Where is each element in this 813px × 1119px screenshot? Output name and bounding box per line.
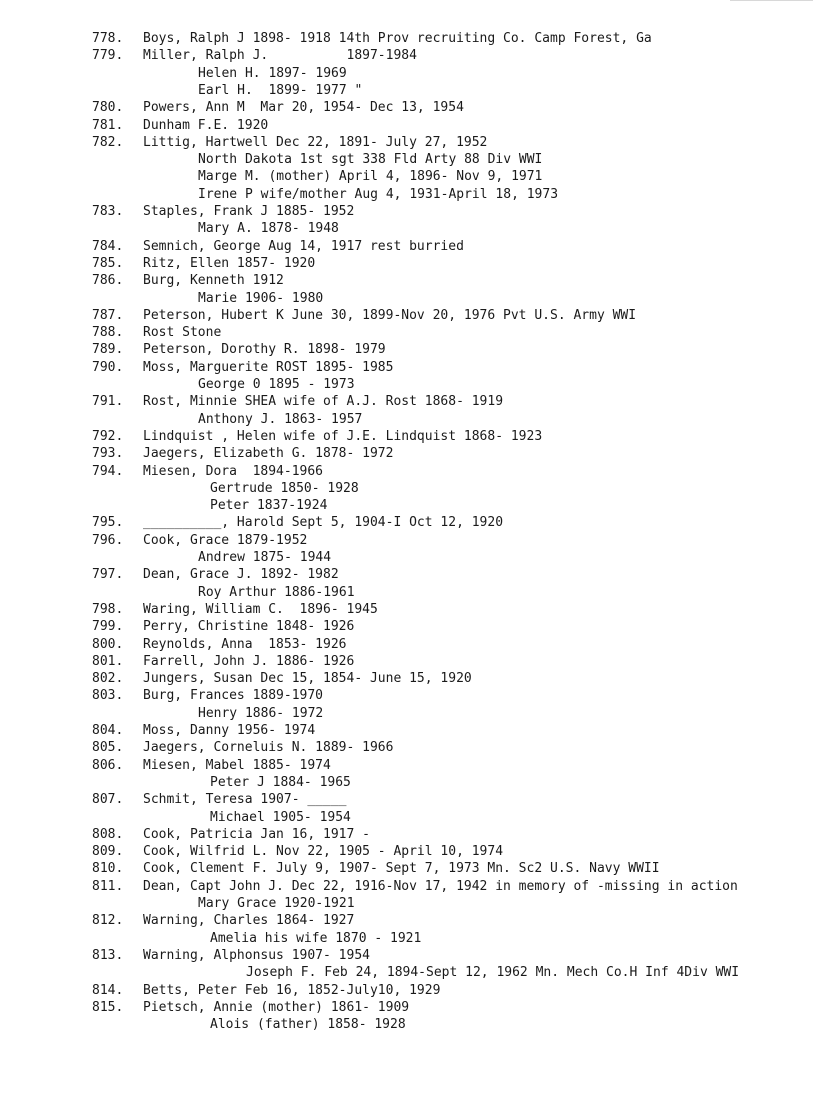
scan-edge-line [730, 0, 813, 1]
record-continuation [0, 186, 813, 203]
record-text: Burg, Frances 1889-1970 [143, 688, 324, 704]
record-entry [0, 532, 813, 549]
record-number: 811. [92, 878, 124, 894]
record-entry [0, 843, 813, 860]
record-text: Burg, Kenneth 1912 [143, 273, 284, 289]
record-text: Rost, Minnie SHEA wife of A.J. Rost 1868- 1919 [143, 394, 504, 410]
record-number: 805. [92, 740, 124, 756]
record-continuation [0, 82, 813, 99]
record-entry [0, 947, 813, 964]
record-text: Powers, Ann M Mar 20, 1954- Dec 13, 1954 [143, 100, 464, 116]
record-number: 784. [92, 238, 124, 254]
record-continuation [0, 895, 813, 912]
record-number: 799. [92, 619, 124, 635]
record-entry [0, 514, 813, 531]
record-entry [0, 324, 813, 341]
record-text: Mary Grace 1920-1921 [198, 896, 355, 911]
record-number: 808. [92, 826, 124, 842]
record-text: Farrell, John J. 1886- 1926 [143, 653, 355, 669]
record-number: 809. [92, 844, 124, 860]
record-entry [0, 307, 813, 324]
record-text: Boys, Ralph J 1898- 1918 14th Prov recruiting Co. Camp Forest, Ga [143, 31, 652, 46]
record-entry [0, 982, 813, 999]
record-entry [0, 393, 813, 410]
record-text: Semnich, George Aug 14, 1917 rest burried [143, 238, 464, 254]
record-entry [0, 636, 813, 653]
record-number: 785. [92, 255, 124, 271]
record-text: Peter J 1884- 1965 [210, 774, 351, 790]
record-entry [0, 255, 813, 272]
record-entry [0, 618, 813, 635]
record-entry [0, 238, 813, 255]
record-text: Joseph F. Feb 24, 1894-Sept 12, 1962 Mn. Mech Co.H Inf 4Div WWI [246, 965, 740, 981]
record-number: 782. [92, 134, 124, 150]
record-entry [0, 791, 813, 808]
record-number: 798. [92, 601, 124, 617]
record-continuation [0, 220, 813, 237]
record-text: Irene P wife/mother Aug 4, 1931-April 18, 1973 [198, 186, 559, 202]
record-text: Roy Arthur 1886-1961 [198, 584, 355, 600]
record-number: 779. [92, 48, 124, 64]
record-continuation [0, 705, 813, 722]
record-number: 786. [92, 273, 124, 289]
record-number: 794. [92, 463, 124, 479]
record-number: 793. [92, 446, 124, 462]
record-text: Peter 1837-1924 [210, 498, 328, 514]
record-continuation [0, 480, 813, 497]
record-number: 788. [92, 325, 124, 341]
record-entry [0, 47, 813, 64]
record-number: 806. [92, 757, 124, 773]
record-entry [0, 117, 813, 134]
record-entry [0, 757, 813, 774]
record-text: Schmit, Teresa 1907- _____ [143, 792, 347, 808]
record-text: Jaegers, Elizabeth G. 1878- 1972 [143, 446, 394, 462]
record-number: 807. [92, 792, 124, 808]
record-text: Moss, Marguerite ROST 1895- 1985 [143, 359, 394, 375]
record-entry [0, 860, 813, 877]
record-text: Dunham F.E. 1920 [143, 117, 269, 133]
record-continuation [0, 549, 813, 566]
record-continuation [0, 964, 813, 981]
record-number: 783. [92, 204, 124, 219]
record-number: 787. [92, 307, 124, 323]
record-text: Miesen, Dora 1894-1966 [143, 463, 324, 479]
record-continuation [0, 809, 813, 826]
record-text: Henry 1886- 1972 [198, 705, 324, 721]
record-continuation [0, 411, 813, 428]
record-continuation [0, 151, 813, 168]
record-text: Gertrude 1850- 1928 [210, 480, 359, 496]
record-number: 813. [92, 947, 124, 963]
record-text: Cook, Patricia Jan 16, 1917 - [143, 826, 370, 842]
record-entry [0, 359, 813, 376]
record-entry [0, 134, 813, 151]
record-text: Rost Stone [143, 325, 222, 341]
record-continuation [0, 376, 813, 393]
record-continuation [0, 774, 813, 791]
record-text: Warning, Charles 1864- 1927 [143, 913, 355, 929]
record-text: Cook, Grace 1879-1952 [143, 532, 308, 548]
record-number: 802. [92, 671, 124, 687]
record-text: Waring, William C. 1896- 1945 [143, 601, 378, 617]
record-text: Dean, Grace J. 1892- 1982 [143, 567, 339, 583]
record-text: Ritz, Ellen 1857- 1920 [143, 255, 316, 271]
record-number: 800. [92, 636, 124, 652]
record-text: Betts, Peter Feb 16, 1852-July10, 1929 [143, 982, 441, 998]
record-text: Peterson, Dorothy R. 1898- 1979 [143, 342, 386, 358]
record-text: Jungers, Susan Dec 15, 1854- June 15, 1920 [143, 671, 472, 687]
record-entry [0, 601, 813, 618]
record-text: Cook, Clement F. July 9, 1907- Sept 7, 1973 Mn. Sc2 U.S. Navy WWII [143, 861, 660, 877]
record-entry [0, 739, 813, 756]
record-text: Marge M. (mother) April 4, 1896- Nov 9, 1971 [198, 169, 543, 185]
record-number: 789. [92, 342, 124, 358]
record-text: Anthony J. 1863- 1957 [198, 411, 363, 427]
record-text: Lindquist , Helen wife of J.E. Lindquist 1868- 1923 [143, 428, 543, 444]
record-entry [0, 272, 813, 289]
record-text: Mary A. 1878- 1948 [198, 221, 339, 237]
record-continuation [0, 1016, 813, 1033]
record-number: 801. [92, 653, 124, 669]
record-text: Jaegers, Corneluis N. 1889- 1966 [143, 740, 394, 756]
record-text: Moss, Danny 1956- 1974 [143, 723, 316, 738]
record-entry [0, 722, 813, 739]
record-text: Andrew 1875- 1944 [198, 550, 332, 565]
record-text: Michael 1905- 1954 [210, 809, 351, 825]
record-text: Pietsch, Annie (mother) 1861- 1909 [143, 999, 410, 1015]
record-entry [0, 445, 813, 462]
record-continuation [0, 65, 813, 82]
record-entry [0, 670, 813, 687]
record-number: 781. [92, 117, 124, 133]
record-number: 780. [92, 100, 124, 116]
record-entry [0, 341, 813, 358]
record-text: Dean, Capt John J. Dec 22, 1916-Nov 17, 1942 in memory of -missing in action [143, 878, 738, 894]
record-text: Reynolds, Anna 1853- 1926 [143, 636, 347, 652]
record-number: 792. [92, 428, 124, 444]
record-entry [0, 687, 813, 704]
record-number: 778. [92, 31, 124, 46]
record-number: 815. [92, 999, 124, 1015]
record-entry [0, 463, 813, 480]
record-text: Earl H. 1899- 1977 " [198, 82, 363, 98]
record-number: 797. [92, 567, 124, 583]
record-number: 791. [92, 394, 124, 410]
record-entry [0, 428, 813, 445]
record-text: Cook, Wilfrid L. Nov 22, 1905 - April 10, 1974 [143, 844, 504, 860]
record-text: George 0 1895 - 1973 [198, 377, 355, 392]
record-number: 795. [92, 515, 124, 531]
record-continuation [0, 584, 813, 601]
record-text: Marie 1906- 1980 [198, 290, 324, 306]
record-entry [0, 566, 813, 583]
record-text: Peterson, Hubert K June 30, 1899-Nov 20, 1976 Pvt U.S. Army WWI [143, 307, 637, 323]
record-text: Alois (father) 1858- 1928 [210, 1017, 406, 1033]
record-entry [0, 653, 813, 670]
record-text: Littig, Hartwell Dec 22, 1891- July 27, 1952 [143, 134, 488, 150]
record-continuation [0, 290, 813, 307]
record-text: Miesen, Mabel 1885- 1974 [143, 757, 331, 773]
record-continuation [0, 930, 813, 947]
record-continuation [0, 497, 813, 514]
record-text: __________, Harold Sept 5, 1904-I Oct 12, 1920 [143, 515, 504, 531]
record-entry [0, 99, 813, 116]
record-continuation [0, 168, 813, 185]
record-entry [0, 203, 813, 220]
record-entry [0, 30, 813, 47]
record-entry [0, 878, 813, 895]
record-entry [0, 912, 813, 929]
record-number: 814. [92, 982, 124, 998]
record-text: North Dakota 1st sgt 338 Fld Arty 88 Div WWI [198, 152, 543, 168]
record-number: 803. [92, 688, 124, 704]
record-text: Miller, Ralph J. 1897-1984 [143, 48, 417, 64]
record-entry [0, 826, 813, 843]
record-number: 810. [92, 861, 124, 877]
record-text: Perry, Christine 1848- 1926 [143, 619, 355, 635]
record-text: Staples, Frank J 1885- 1952 [143, 204, 355, 219]
record-number: 790. [92, 359, 124, 375]
record-number: 804. [92, 723, 124, 738]
record-text: Warning, Alphonsus 1907- 1954 [143, 947, 370, 963]
record-text: Helen H. 1897- 1969 [198, 65, 347, 81]
record-number: 796. [92, 532, 124, 548]
record-entry [0, 999, 813, 1016]
record-text: Amelia his wife 1870 - 1921 [210, 930, 422, 946]
record-number: 812. [92, 913, 124, 929]
